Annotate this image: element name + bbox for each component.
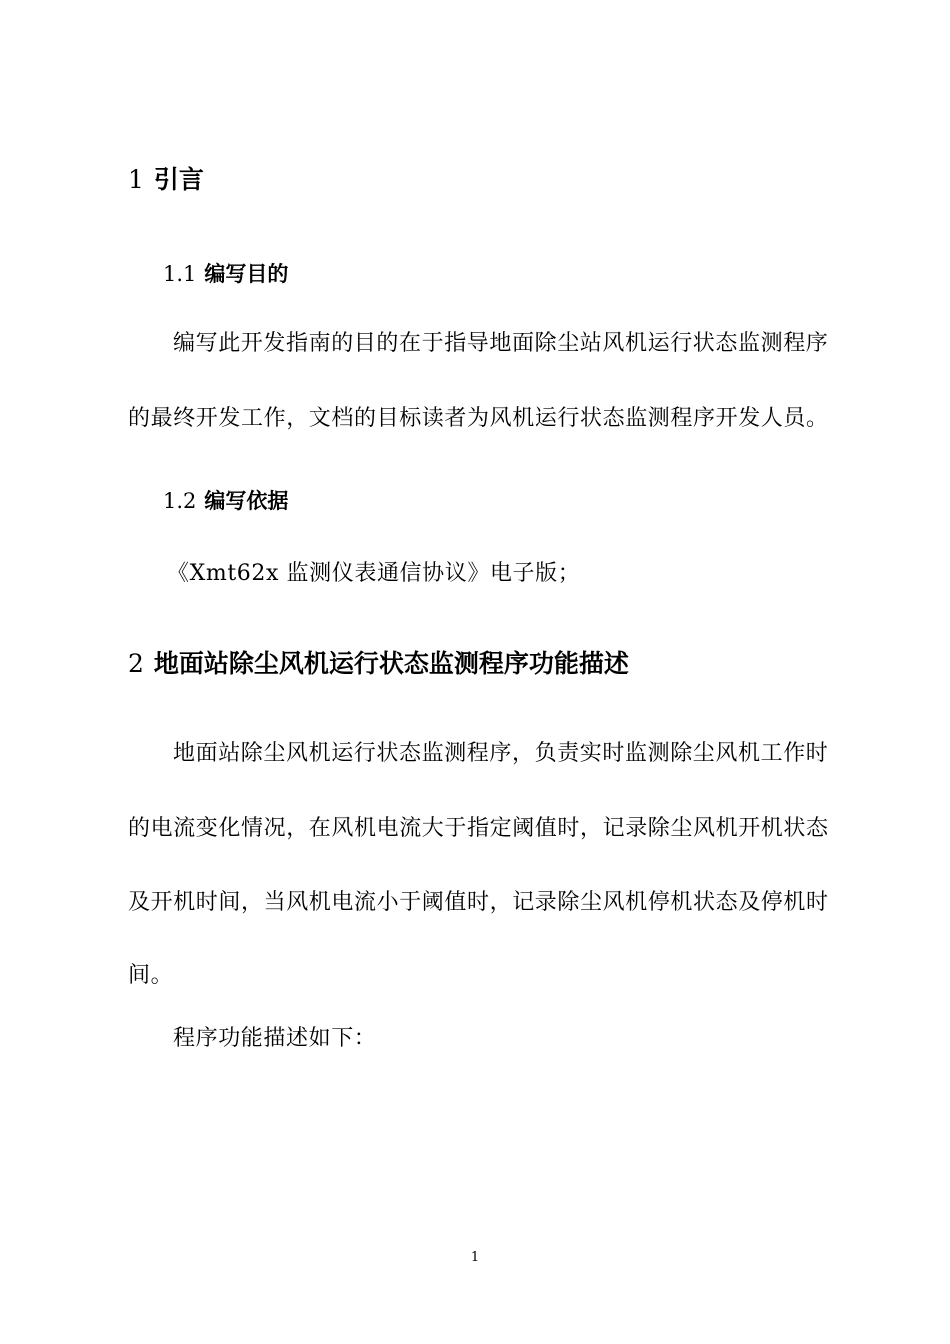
section-2-heading bbox=[128, 644, 629, 680]
paragraph-line: 及开机时间，当风机电流小于阈值时，记录除尘风机停机状态及停机时 bbox=[128, 890, 829, 915]
section-1-1-heading bbox=[163, 258, 288, 288]
paragraph-line: 的最终开发工作，文档的目标读者为风机运行状态监测程序开发人员。 bbox=[128, 406, 829, 431]
paragraph-line: 间。 bbox=[128, 963, 174, 988]
section-2-number: 2 bbox=[128, 649, 144, 678]
section-1-heading bbox=[128, 160, 204, 196]
paragraph-line: 程序功能描述如下： bbox=[173, 1026, 377, 1051]
section-1-2-heading bbox=[163, 485, 288, 515]
section-2-title: 地面站除尘风机运行状态监测程序功能描述 bbox=[153, 649, 629, 678]
section-1-2-title: 编写依据 bbox=[204, 489, 289, 513]
paragraph-line: 的电流变化情况，在风机电流大于指定阈值时，记录除尘风机开机状态 bbox=[128, 816, 829, 841]
paragraph-line: 地面站除尘风机运行状态监测程序，负责实时监测除尘风机工作时 bbox=[173, 741, 829, 766]
paragraph-line: 《Xmt62x 监测仪表通信协议》电子版； bbox=[167, 561, 581, 586]
paragraph-line: 编写此开发指南的目的在于指导地面除尘站风机运行状态监测程序 bbox=[173, 331, 829, 356]
section-1-title: 引言 bbox=[153, 165, 204, 194]
section-1-number: 1 bbox=[128, 165, 144, 194]
section-1-1-title: 编写目的 bbox=[204, 262, 289, 286]
section-1-2-number: 1.2 bbox=[163, 489, 197, 513]
page-number: 1 bbox=[470, 1250, 480, 1265]
section-1-1-number: 1.1 bbox=[163, 262, 197, 286]
